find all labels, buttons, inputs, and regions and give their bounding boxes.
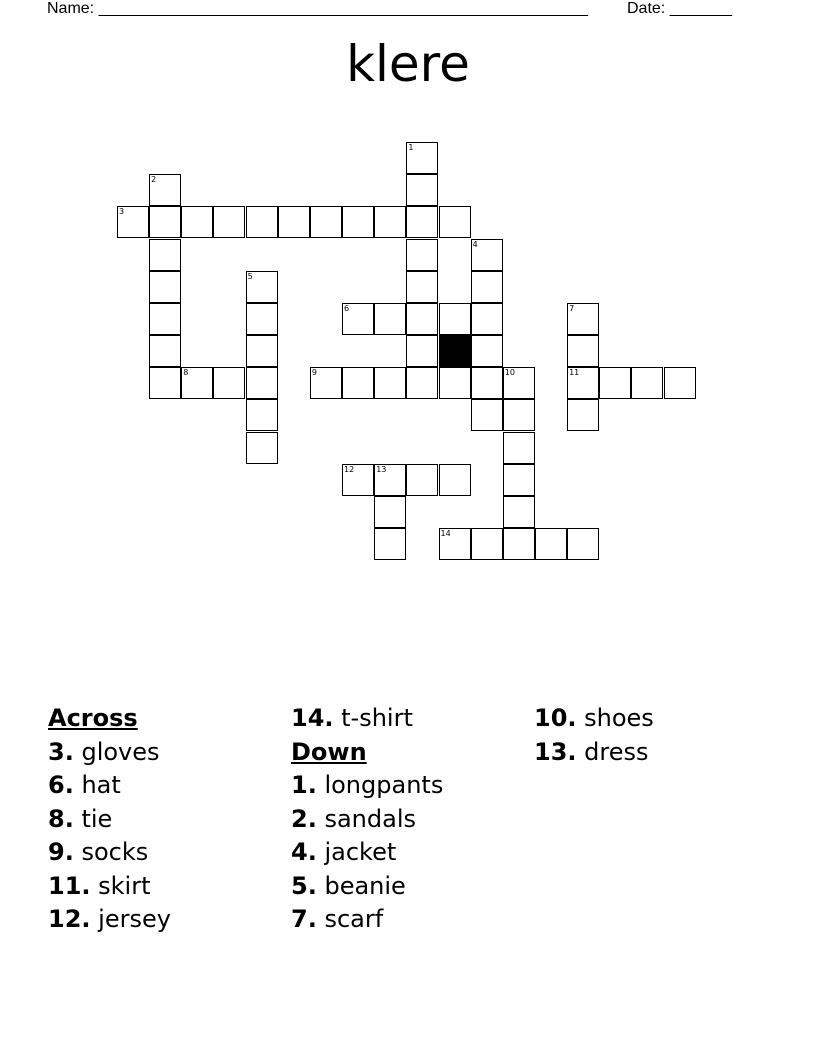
clue-word: beanie bbox=[316, 871, 406, 900]
crossword-cell[interactable] bbox=[471, 271, 503, 303]
down-heading: Down bbox=[291, 737, 367, 766]
clue-number: 11 bbox=[569, 368, 580, 378]
crossword-cell[interactable] bbox=[374, 464, 406, 496]
across-clue bbox=[48, 836, 171, 870]
down-clue bbox=[534, 702, 654, 736]
crossword-cell[interactable] bbox=[406, 271, 438, 303]
crossword-cell[interactable] bbox=[439, 464, 471, 496]
across-clue bbox=[48, 870, 171, 904]
clue-number: 12 bbox=[344, 464, 355, 474]
crossword-cell[interactable] bbox=[567, 335, 599, 367]
crossword-cell[interactable] bbox=[342, 367, 374, 399]
crossword-cell[interactable] bbox=[149, 303, 181, 335]
down-clue bbox=[291, 769, 443, 803]
crossword-cell[interactable] bbox=[374, 206, 406, 238]
clue-number: 13 bbox=[376, 464, 387, 474]
clue-word: socks bbox=[73, 838, 149, 866]
clues-column-1 bbox=[48, 702, 171, 937]
crossword-cell[interactable] bbox=[149, 335, 181, 367]
crossword-cell[interactable] bbox=[439, 528, 471, 560]
clue-word: t-shirt bbox=[333, 704, 413, 732]
crossword-cell[interactable] bbox=[374, 303, 406, 335]
crossword-cell[interactable] bbox=[181, 367, 213, 399]
across-clue bbox=[48, 736, 171, 770]
clue-word: scarf bbox=[316, 905, 384, 933]
crossword-cell[interactable] bbox=[631, 367, 663, 399]
crossword-cell[interactable] bbox=[342, 464, 374, 496]
clue-word: jersey bbox=[90, 905, 171, 933]
crossword-cell[interactable] bbox=[503, 432, 535, 464]
clues-column-3 bbox=[534, 702, 654, 769]
clue-number-label: 4. bbox=[291, 838, 317, 866]
crossword-cell[interactable] bbox=[503, 496, 535, 528]
clue-number-label: 8. bbox=[48, 804, 74, 833]
crossword-cell[interactable] bbox=[471, 239, 503, 271]
crossword-cell[interactable] bbox=[149, 367, 181, 399]
clue-number-label: 1. bbox=[291, 771, 317, 799]
crossword-cell[interactable] bbox=[342, 303, 374, 335]
clue-number-label: 12. bbox=[48, 905, 91, 933]
clue-word: skirt bbox=[90, 871, 151, 900]
crossword-cell[interactable] bbox=[471, 399, 503, 431]
clue-word: jacket bbox=[316, 838, 397, 866]
clue-word: longpants bbox=[316, 771, 444, 799]
crossword-cell[interactable] bbox=[406, 335, 438, 367]
crossword-cell[interactable] bbox=[567, 399, 599, 431]
crossword-cell[interactable] bbox=[567, 528, 599, 560]
across-clue bbox=[48, 803, 171, 837]
crossword-cell[interactable] bbox=[310, 206, 342, 238]
puzzle-title: klere bbox=[346, 35, 470, 93]
clue-word: gloves bbox=[73, 737, 160, 766]
crossword-block-cell bbox=[439, 335, 471, 367]
crossword-cell[interactable] bbox=[439, 303, 471, 335]
clue-number: 14 bbox=[440, 528, 451, 538]
clue-number-label: 5. bbox=[291, 871, 317, 900]
clues-column-2 bbox=[291, 702, 443, 937]
down-clue bbox=[291, 870, 443, 904]
across-heading: Across bbox=[48, 704, 138, 732]
clue-number-label: 11. bbox=[48, 871, 91, 900]
crossword-cell[interactable] bbox=[599, 367, 631, 399]
crossword-cell[interactable] bbox=[406, 367, 438, 399]
clue-number: 1 bbox=[408, 143, 414, 153]
crossword-cell[interactable] bbox=[567, 303, 599, 335]
down-clue bbox=[291, 903, 443, 937]
crossword-cell[interactable] bbox=[471, 335, 503, 367]
crossword-cell[interactable] bbox=[439, 206, 471, 238]
clue-number-label: 2. bbox=[291, 804, 317, 833]
clue-number-label: 7. bbox=[291, 905, 317, 933]
crossword-cell[interactable] bbox=[278, 206, 310, 238]
crossword-cell[interactable] bbox=[535, 528, 567, 560]
crossword-cell[interactable] bbox=[117, 206, 149, 238]
crossword-cell[interactable] bbox=[503, 367, 535, 399]
down-clue bbox=[534, 736, 654, 770]
crossword-cell[interactable] bbox=[471, 528, 503, 560]
crossword-cell[interactable] bbox=[406, 174, 438, 206]
clue-number: 6 bbox=[344, 303, 350, 313]
clue-number: 3 bbox=[119, 207, 125, 217]
crossword-cell[interactable] bbox=[374, 496, 406, 528]
crossword-cell[interactable] bbox=[439, 367, 471, 399]
clue-number-label: 13. bbox=[534, 737, 577, 766]
crossword-cell[interactable] bbox=[503, 528, 535, 560]
across-clue bbox=[48, 769, 171, 803]
crossword-cell[interactable] bbox=[471, 367, 503, 399]
crossword-cell[interactable] bbox=[246, 303, 278, 335]
crossword-cell[interactable] bbox=[149, 174, 181, 206]
clue-word: shoes bbox=[576, 704, 654, 732]
across-clue bbox=[48, 903, 171, 937]
crossword-cell[interactable] bbox=[406, 303, 438, 335]
across-clue bbox=[291, 702, 443, 736]
clue-number-label: 10. bbox=[534, 704, 577, 732]
clue-number: 2 bbox=[151, 175, 157, 185]
crossword-cell[interactable] bbox=[246, 367, 278, 399]
crossword-cell[interactable] bbox=[342, 206, 374, 238]
clue-number: 10 bbox=[504, 368, 515, 378]
name-field-label: Name: _______________________________________________________ bbox=[47, 0, 588, 17]
crossword-cell[interactable] bbox=[406, 142, 438, 174]
clue-word: sandals bbox=[316, 804, 416, 833]
down-clue bbox=[291, 836, 443, 870]
crossword-cell[interactable] bbox=[471, 303, 503, 335]
clue-number: 8 bbox=[183, 368, 189, 378]
date-field-label: Date: _______ bbox=[627, 0, 732, 17]
clue-word: dress bbox=[576, 737, 649, 766]
crossword-cell[interactable] bbox=[181, 206, 213, 238]
crossword-cell[interactable] bbox=[149, 271, 181, 303]
clue-number-label: 3. bbox=[48, 737, 74, 766]
crossword-cell[interactable] bbox=[567, 367, 599, 399]
crossword-cell[interactable] bbox=[374, 367, 406, 399]
crossword-cell[interactable] bbox=[149, 239, 181, 271]
crossword-cell[interactable] bbox=[213, 367, 245, 399]
crossword-cell[interactable] bbox=[310, 367, 342, 399]
clue-number: 5 bbox=[247, 271, 253, 281]
crossword-cell[interactable] bbox=[664, 367, 696, 399]
crossword-cell[interactable] bbox=[246, 206, 278, 238]
crossword-cell[interactable] bbox=[374, 528, 406, 560]
clue-number: 7 bbox=[569, 303, 575, 313]
clue-number: 9 bbox=[311, 368, 317, 378]
clue-number: 4 bbox=[472, 239, 478, 249]
crossword-cell[interactable] bbox=[503, 399, 535, 431]
crossword-cell[interactable] bbox=[406, 206, 438, 238]
crossword-cell[interactable] bbox=[503, 464, 535, 496]
clue-word: hat bbox=[73, 771, 121, 799]
crossword-cell[interactable] bbox=[406, 464, 438, 496]
crossword-cell[interactable] bbox=[213, 206, 245, 238]
crossword-cell[interactable] bbox=[246, 432, 278, 464]
down-clue bbox=[291, 803, 443, 837]
crossword-cell[interactable] bbox=[149, 206, 181, 238]
crossword-cell[interactable] bbox=[246, 335, 278, 367]
crossword-cell[interactable] bbox=[406, 239, 438, 271]
crossword-cell[interactable] bbox=[246, 271, 278, 303]
clue-word: tie bbox=[73, 804, 113, 833]
clue-number-label: 14. bbox=[291, 704, 334, 732]
crossword-cell[interactable] bbox=[246, 399, 278, 431]
clue-number-label: 6. bbox=[48, 771, 74, 799]
clue-number-label: 9. bbox=[48, 838, 74, 866]
